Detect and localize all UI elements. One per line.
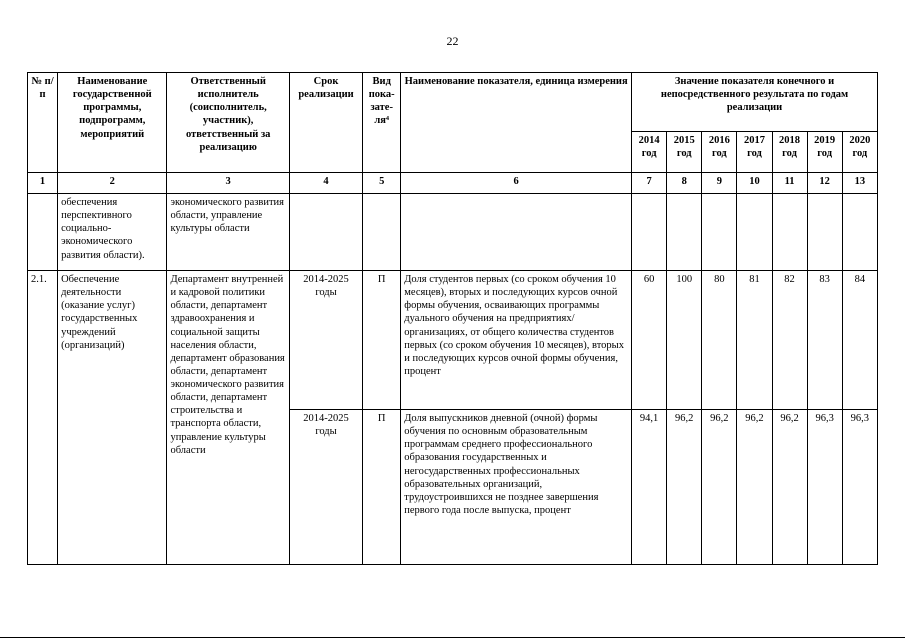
continuation-executor: экономического развития области, управление культуры области xyxy=(167,194,289,271)
col-number: 2 xyxy=(58,173,167,194)
empty-cell xyxy=(772,194,807,271)
header-num: № п/п xyxy=(28,73,58,173)
col-number: 1 xyxy=(28,173,58,194)
empty-cell xyxy=(667,194,702,271)
col-number: 9 xyxy=(702,173,737,194)
col-number: 3 xyxy=(167,173,289,194)
indicator-name-cell: Доля студентов первых (со сроком обучения 10 месяцев), вторых и последующих курсов очной формы обучения, осваивающих программы дуального обучения на предприятиях/организациях, от общего количества студентов первых (со сроком обучения 10 месяцев), вторых и последующих курсов очной формы обучения, процент xyxy=(401,271,632,410)
scan-edge-line xyxy=(0,637,905,638)
indicators-table xyxy=(27,72,878,565)
header-row xyxy=(28,73,878,132)
header-indicator-type: Вид пока-зате-ля⁴ xyxy=(363,73,401,173)
year-header: 2019 год xyxy=(807,132,842,173)
empty-cell xyxy=(363,194,401,271)
column-numbers-row xyxy=(28,173,878,194)
header-term: Срок реализации xyxy=(289,73,362,173)
value-cell: 96,3 xyxy=(842,410,877,565)
col-number: 12 xyxy=(807,173,842,194)
row-number: 2.1. xyxy=(28,271,58,565)
empty-cell xyxy=(289,194,362,271)
col-number: 6 xyxy=(401,173,632,194)
value-cell: 60 xyxy=(632,271,667,410)
indicator-name-cell: Доля выпускников дневной (очной) формы обучения по основным образовательным программам среднего профессионального образования государственных и негосударственных профессиональных образовательных организаций, трудоустроившихся не позднее завершения первого года после выпуска, процент xyxy=(401,410,632,565)
col-number: 13 xyxy=(842,173,877,194)
year-header: 2020 год xyxy=(842,132,877,173)
empty-cell xyxy=(807,194,842,271)
indicator-type-cell: П xyxy=(363,410,401,565)
empty-cell xyxy=(28,194,58,271)
continuation-name: обеспечения перспективного социально-экономического развития области). xyxy=(58,194,167,271)
term-cell: 2014-2025 годы xyxy=(289,271,362,410)
value-cell: 100 xyxy=(667,271,702,410)
col-number: 7 xyxy=(632,173,667,194)
term-cell: 2014-2025 годы xyxy=(289,410,362,565)
header-values: Значение показателя конечного и непосредственного результата по годам реализации xyxy=(632,73,878,132)
empty-cell xyxy=(737,194,772,271)
value-cell: 80 xyxy=(702,271,737,410)
year-header: 2016 год xyxy=(702,132,737,173)
value-cell: 96,2 xyxy=(737,410,772,565)
col-number: 4 xyxy=(289,173,362,194)
col-number: 8 xyxy=(667,173,702,194)
value-cell: 83 xyxy=(807,271,842,410)
value-cell: 81 xyxy=(737,271,772,410)
indicator-type-cell: П xyxy=(363,271,401,410)
year-header: 2014 год xyxy=(632,132,667,173)
header-executor: Ответственный исполнитель (соисполнитель, участник), ответственный за реализацию xyxy=(167,73,289,173)
value-cell: 96,2 xyxy=(702,410,737,565)
value-cell: 84 xyxy=(842,271,877,410)
year-header: 2018 год xyxy=(772,132,807,173)
continuation-row xyxy=(28,194,878,271)
value-cell: 96,3 xyxy=(807,410,842,565)
value-cell: 96,2 xyxy=(667,410,702,565)
value-cell: 94,1 xyxy=(632,410,667,565)
col-number: 11 xyxy=(772,173,807,194)
header-program-name: Наименование государственной программы, подпрограмм, мероприятий xyxy=(58,73,167,173)
empty-cell xyxy=(842,194,877,271)
col-number: 10 xyxy=(737,173,772,194)
table-row xyxy=(28,271,878,410)
empty-cell xyxy=(401,194,632,271)
value-cell: 96,2 xyxy=(772,410,807,565)
value-cell: 82 xyxy=(772,271,807,410)
header-indicator-name: Наименование показателя, единица измерения xyxy=(401,73,632,173)
year-header: 2015 год xyxy=(667,132,702,173)
col-number: 5 xyxy=(363,173,401,194)
empty-cell xyxy=(702,194,737,271)
empty-cell xyxy=(632,194,667,271)
responsible-executor: Департамент внутренней и кадровой политики области, департамент здравоохранения и социальной защиты населения области, департамент образования области, департамент экономического развития области, департамент строительства и транспорта области, управление культуры области xyxy=(167,271,289,565)
measure-name: Обеспечение деятельности (оказание услуг) государственных учреждений (организаций) xyxy=(58,271,167,565)
year-header: 2017 год xyxy=(737,132,772,173)
page-number: 22 xyxy=(446,34,459,48)
